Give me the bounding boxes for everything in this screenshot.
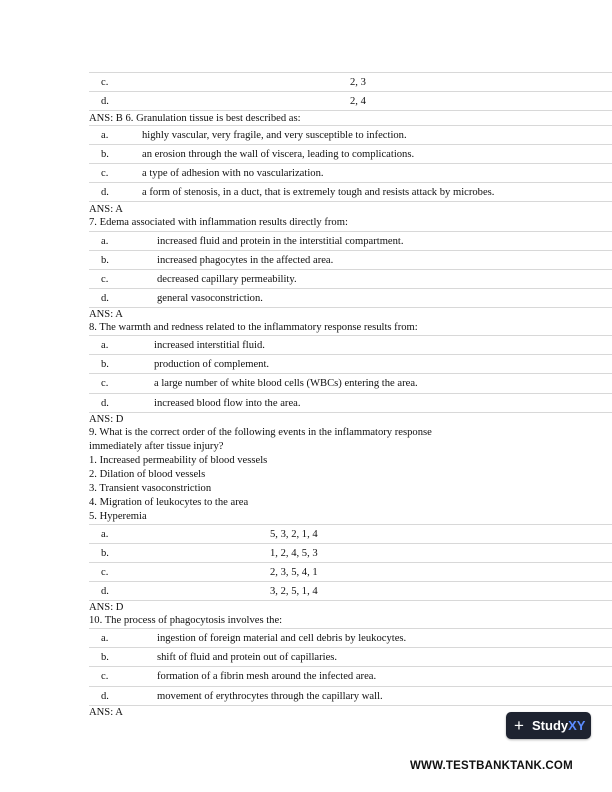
option-row xyxy=(89,562,612,581)
option-row xyxy=(89,647,612,666)
question-10: 10. The process of phagocytosis involves the: xyxy=(89,615,283,626)
option-row xyxy=(89,144,612,163)
option-text: 1, 2, 4, 5, 3 xyxy=(270,548,318,559)
option-label: a. xyxy=(101,130,109,141)
option-row xyxy=(89,373,612,392)
option-row xyxy=(89,72,612,91)
option-row xyxy=(89,182,612,202)
option-text: production of complement. xyxy=(154,359,270,370)
option-text: 2, 3, 5, 4, 1 xyxy=(270,567,318,578)
plus-icon: + xyxy=(514,716,524,735)
option-text: increased fluid and protein in the interstitial compartment. xyxy=(157,236,404,247)
option-row xyxy=(89,250,612,269)
question-7: 7. Edema associated with inflammation results directly from: xyxy=(89,217,348,228)
option-row xyxy=(89,666,612,685)
option-label: a. xyxy=(101,236,109,247)
studyxy-badge[interactable] xyxy=(506,712,591,739)
event-item: 3. Transient vasoconstriction xyxy=(89,483,212,494)
option-row xyxy=(89,163,612,182)
question-9-line1: 9. What is the correct order of the following events in the inflammatory response xyxy=(89,427,432,438)
option-text: shift of fluid and protein out of capillaries. xyxy=(157,652,338,663)
option-row xyxy=(89,581,612,601)
event-item: 4. Migration of leukocytes to the area xyxy=(89,497,249,508)
option-label: c. xyxy=(101,567,109,578)
option-row xyxy=(89,231,612,250)
event-item: 5. Hyperemia xyxy=(89,511,147,522)
option-label: a. xyxy=(101,633,109,644)
option-row xyxy=(89,125,612,144)
option-text: 2, 4 xyxy=(350,96,366,107)
event-item: 1. Increased permeability of blood vessels xyxy=(89,455,268,466)
option-text: 5, 3, 2, 1, 4 xyxy=(270,529,318,540)
option-text: a form of stenosis, in a duct, that is extremely tough and resists attack by microbes. xyxy=(142,187,495,198)
option-text: movement of erythrocytes through the capillary wall. xyxy=(157,691,383,702)
option-row xyxy=(89,91,612,111)
option-label: a. xyxy=(101,529,109,540)
option-text: an erosion through the wall of viscera, leading to complications. xyxy=(142,149,415,160)
option-label: c. xyxy=(101,378,109,389)
option-text: 2, 3 xyxy=(350,77,366,88)
option-text: increased blood flow into the area. xyxy=(154,398,301,409)
option-label: b. xyxy=(101,548,109,559)
option-label: d. xyxy=(101,187,109,198)
option-text: a type of adhesion with no vascularization. xyxy=(142,168,324,179)
option-row xyxy=(89,288,612,308)
option-text: 3, 2, 5, 1, 4 xyxy=(270,586,318,597)
option-label: d. xyxy=(101,586,109,597)
answer-8: ANS: D xyxy=(89,414,124,425)
option-label: d. xyxy=(101,398,109,409)
answer-7: ANS: A xyxy=(89,309,123,320)
option-row xyxy=(89,686,612,706)
option-label: d. xyxy=(101,96,109,107)
option-label: c. xyxy=(101,77,109,88)
brand-name: StudyXY xyxy=(532,718,586,733)
option-row xyxy=(89,524,612,543)
option-text: decreased capillary permeability. xyxy=(157,274,297,285)
option-label: c. xyxy=(101,274,109,285)
option-label: b. xyxy=(101,149,109,160)
option-label: c. xyxy=(101,168,109,179)
option-text: increased interstitial fluid. xyxy=(154,340,265,351)
option-label: b. xyxy=(101,652,109,663)
option-label: b. xyxy=(101,359,109,370)
option-label: c. xyxy=(101,671,109,682)
footer-url[interactable]: WWW.TESTBANKTANK.COM xyxy=(410,760,573,772)
option-row xyxy=(89,543,612,562)
option-row xyxy=(89,269,612,288)
option-text: ingestion of foreign material and cell debris by leukocytes. xyxy=(157,633,407,644)
option-text: general vasoconstriction. xyxy=(157,293,263,304)
option-text: increased phagocytes in the affected area. xyxy=(157,255,334,266)
event-item: 2. Dilation of blood vessels xyxy=(89,469,206,480)
option-label: b. xyxy=(101,255,109,266)
answer-9: ANS: D xyxy=(89,602,124,613)
option-label: d. xyxy=(101,293,109,304)
question-8: 8. The warmth and redness related to the inflammatory response results from: xyxy=(89,322,418,333)
option-text: a large number of white blood cells (WBCs) entering the area. xyxy=(154,378,418,389)
option-row xyxy=(89,393,612,413)
answer-6: ANS: A xyxy=(89,204,123,215)
answer-10: ANS: A xyxy=(89,707,123,718)
option-text: formation of a fibrin mesh around the infected area. xyxy=(157,671,377,682)
option-label: d. xyxy=(101,691,109,702)
option-row xyxy=(89,335,612,354)
option-row xyxy=(89,628,612,647)
option-text: highly vascular, very fragile, and very susceptible to infection. xyxy=(142,130,407,141)
question-6-header: ANS: B 6. Granulation tissue is best described as: xyxy=(89,113,301,124)
question-9-line2: immediately after tissue injury? xyxy=(89,441,224,452)
option-label: a. xyxy=(101,340,109,351)
option-row xyxy=(89,354,612,373)
